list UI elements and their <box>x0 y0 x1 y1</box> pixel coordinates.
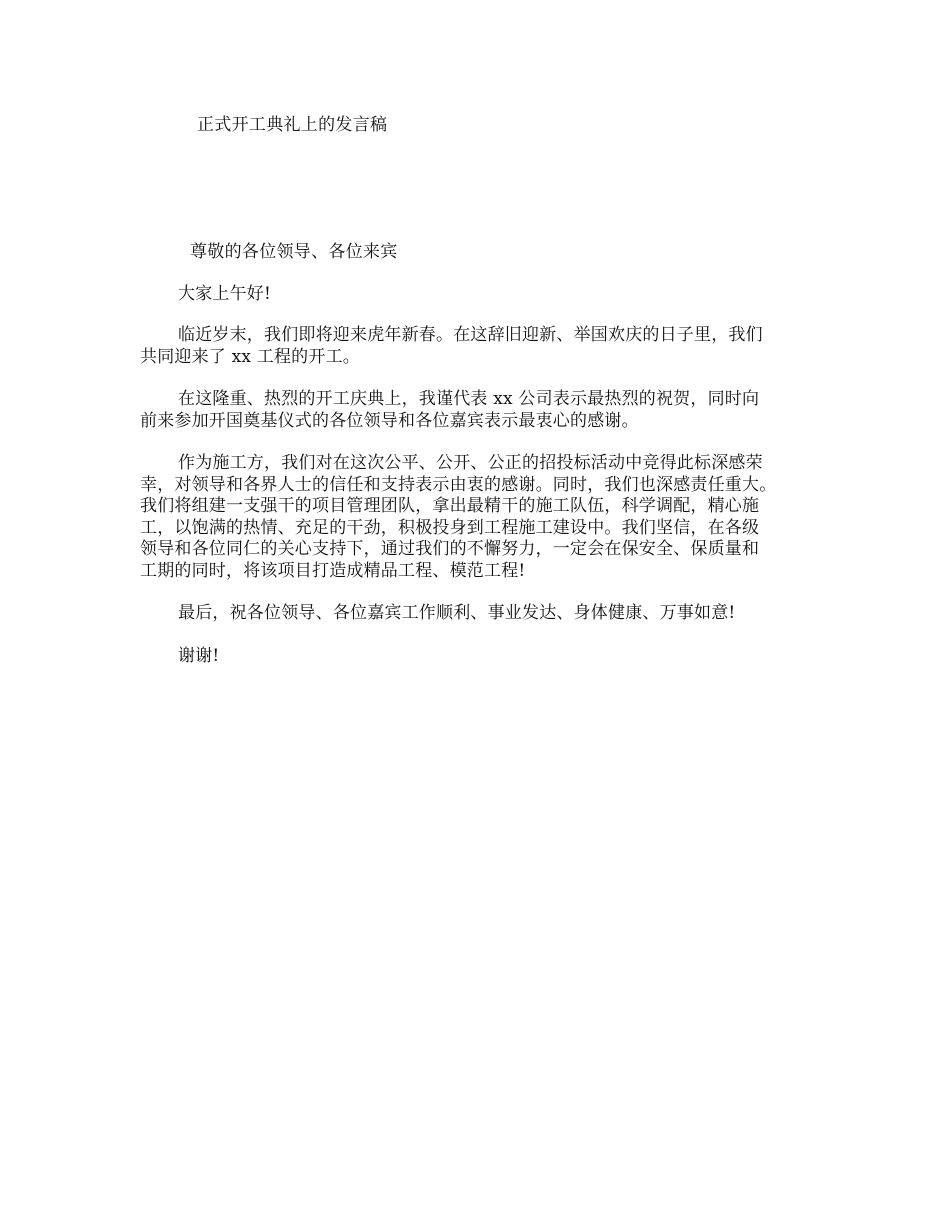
paragraph-3-line-5: 领导和各位同仁的关心支持下，通过我们的不懈努力，一定会在保安全、保质量和 <box>140 539 760 559</box>
paragraph-4-line-1: 最后，祝各位领导、各位嘉宾工作顺利、事业发达、身体健康、万事如意! <box>178 603 736 623</box>
paragraph-2-line-2: 前来参加开国奠基仪式的各位领导和各位嘉宾表示最衷心的感谢。 <box>140 410 639 431</box>
paragraph-3-line-4: 工，以饱满的热情、充足的干劲，积极投身到工程施工建设中。我们坚信，在各级 <box>140 517 760 538</box>
salutation: 尊敬的各位领导、各位来宾 <box>190 242 398 262</box>
paragraph-4 <box>140 603 830 625</box>
paragraph-1-line-2: 共同迎来了 xx 工程的开工。 <box>140 346 360 367</box>
closing-paragraph <box>140 646 830 668</box>
document-title: 正式开工典礼上的发言稿 <box>197 115 388 135</box>
paragraph-1-line-1: 临近岁末，我们即将迎来虎年新春。在这辞旧迎新、举国欢庆的日子里，我们 <box>178 325 763 345</box>
paragraph-1 <box>140 325 830 368</box>
paragraph-2 <box>140 389 830 432</box>
paragraph-3-line-2: 幸，对领导和各界人士的信任和支持表示由衷的感谢。同时，我们也深感责任重大。 <box>140 474 777 495</box>
closing-line: 谢谢! <box>178 646 220 666</box>
paragraph-3-line-1: 作为施工方，我们对在这次公平、公开、公正的招投标活动中竞得此标深感荣 <box>178 453 763 473</box>
paragraph-3 <box>140 453 830 582</box>
paragraph-2-line-1: 在这隆重、热烈的开工庆典上，我谨代表 xx 公司表示最热烈的祝贺，同时向 <box>178 389 760 409</box>
greeting-paragraph <box>140 284 830 306</box>
paragraph-3-line-6: 工期的同时，将该项目打造成精品工程、模范工程! <box>140 560 526 581</box>
greeting-line: 大家上午好! <box>178 284 272 304</box>
paragraph-3-line-3: 我们将组建一支强干的项目管理团队，拿出最精干的施工队伍，科学调配，精心施 <box>140 496 760 516</box>
